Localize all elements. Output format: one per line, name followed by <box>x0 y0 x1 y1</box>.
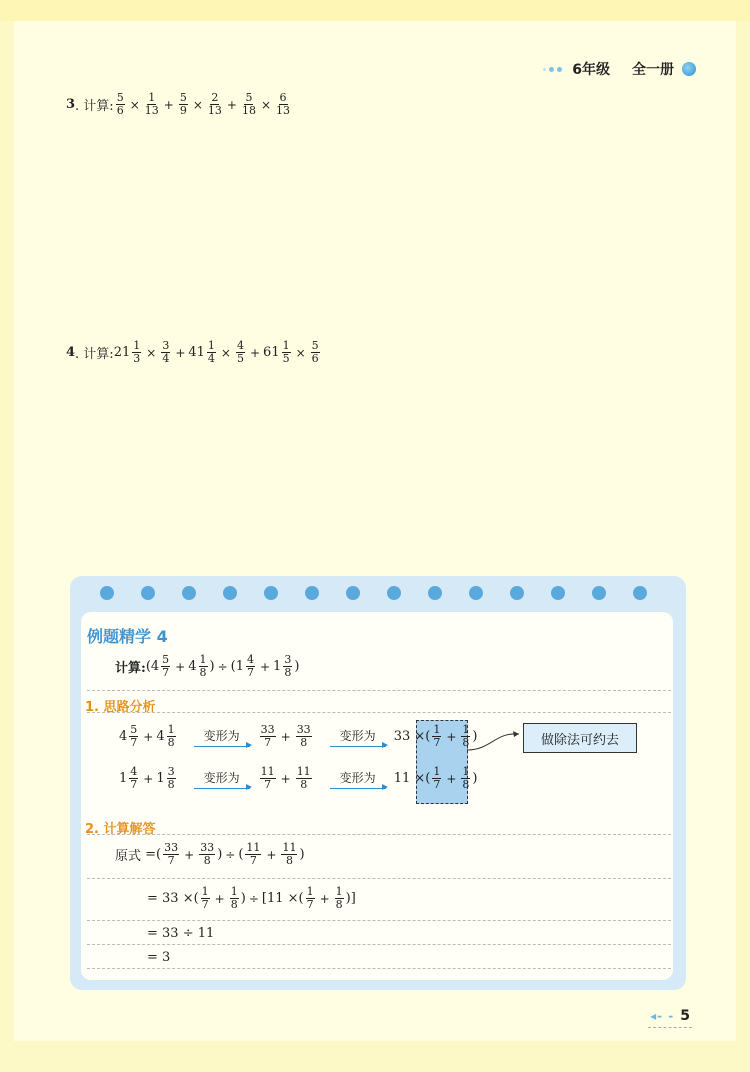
example-card <box>70 576 686 990</box>
problem-3-label: . 计算: <box>75 99 114 114</box>
analysis-row-2: 1 $\frac{4}{7}$ + 1 $\frac{3}{8}$ 变形为 $\frac{11}{7}$ + $\frac{11}{8}$ 变形为 11 ×( $\frac{1}{7}$ + $\frac{1}{8}$ ) <box>119 765 478 791</box>
fraction: $\frac{4}{5}$ <box>236 339 244 365</box>
page-header <box>543 59 696 79</box>
section-solution: 2. 计算解答 <box>85 822 156 837</box>
solution-step-1: 原式 =( $\frac{33}{7}$ + $\frac{33}{8}$ ) ÷ ( $\frac{11}{7}$ + $\frac{11}{8}$ ) <box>115 841 305 867</box>
fraction: $\frac{1}{3}$ <box>133 339 141 365</box>
divider <box>87 920 671 921</box>
fraction: $\frac{5}{6}$ <box>311 339 319 365</box>
fraction: $\frac{1}{13}$ <box>144 91 159 117</box>
example-title: 例题精学 4 <box>87 627 168 646</box>
divider <box>87 878 671 879</box>
fraction: $\frac{3}{4}$ <box>162 339 170 365</box>
section-analysis: 1. 思路分析 <box>85 700 156 715</box>
example-content <box>81 612 673 980</box>
transform-arrow: 变形为 <box>194 769 250 789</box>
fraction: $\frac{1}{5}$ <box>282 339 290 365</box>
problem-3-number: 3 <box>66 97 76 112</box>
solution-step-4: = 3 <box>147 950 171 965</box>
problem-4: 4 . 计算: 21 $\frac{1}{3}$ × $\frac{3}{4}$ + 41 $\frac{1}{4}$ × $\frac{4}{5}$ + 61 $\frac{1}{5}$ × $\frac{5}{6}$ <box>66 339 319 365</box>
divider <box>87 834 671 835</box>
binder-holes <box>100 586 647 600</box>
divider <box>87 712 671 713</box>
grade-label: 6年级 <box>572 62 610 78</box>
transform-arrow: 变形为 <box>194 727 250 747</box>
callout-arrow-icon <box>465 724 525 754</box>
divider <box>87 690 671 691</box>
calc-label: 计算: <box>115 661 146 676</box>
page-number: ◂- - 5 <box>650 1008 690 1024</box>
problem-4-number: 4 <box>66 345 76 360</box>
solution-step-3: = 33 ÷ 11 <box>147 926 215 941</box>
example-problem: 计算: (4 $\frac{5}{7}$ + 4 $\frac{1}{8}$ ) ÷ (1 $\frac{4}{7}$ + 1 $\frac{3}{8}$ ) <box>115 653 300 679</box>
problem-4-label: . 计算: <box>75 347 114 362</box>
transform-arrow: 变形为 <box>330 727 386 747</box>
fraction: $\frac{6}{13}$ <box>276 91 291 117</box>
problem-3: 3 . 计算: $\frac{5}{6}$ × $\frac{1}{13}$ + $\frac{5}{9}$ × $\frac{2}{13}$ + $\frac{5}{18}$ × $\frac{6}{13}$ <box>66 91 291 117</box>
page-number-underline <box>648 1027 692 1028</box>
fraction: $\frac{5}{6}$ <box>116 91 124 117</box>
transform-arrow: 变形为 <box>330 769 386 789</box>
whole-number: 61 <box>263 345 280 360</box>
arrow-left-icon: ◂- - <box>650 1009 675 1023</box>
analysis-row-1: 4 $\frac{5}{7}$ + 4 $\frac{1}{8}$ 变形为 $\frac{33}{7}$ + $\frac{33}{8}$ 变形为 33 ×( $\frac{1}{7}$ + $\frac{1}{8}$ ) <box>119 723 478 749</box>
fraction: $\frac{5}{18}$ <box>241 91 256 117</box>
callout-box: 做除法可约去 <box>523 723 637 753</box>
solution-step-2: = 33 × ( $\frac{1}{7}$ + $\frac{1}{8}$ ) ÷ [11 ×( $\frac{1}{7}$ + $\frac{1}{8}$ )] <box>147 885 356 911</box>
globe-icon <box>682 62 696 76</box>
volume-label: 全一册 <box>632 62 674 78</box>
fraction: $\frac{2}{13}$ <box>207 91 222 117</box>
top-band <box>0 0 750 21</box>
fraction: $\frac{5}{9}$ <box>179 91 187 117</box>
divider <box>87 968 671 969</box>
whole-number: 21 <box>113 345 131 360</box>
whole-number: 41 <box>188 345 205 360</box>
fraction: $\frac{1}{4}$ <box>207 339 215 365</box>
divider <box>87 944 671 945</box>
header-dots-icon <box>543 67 562 72</box>
